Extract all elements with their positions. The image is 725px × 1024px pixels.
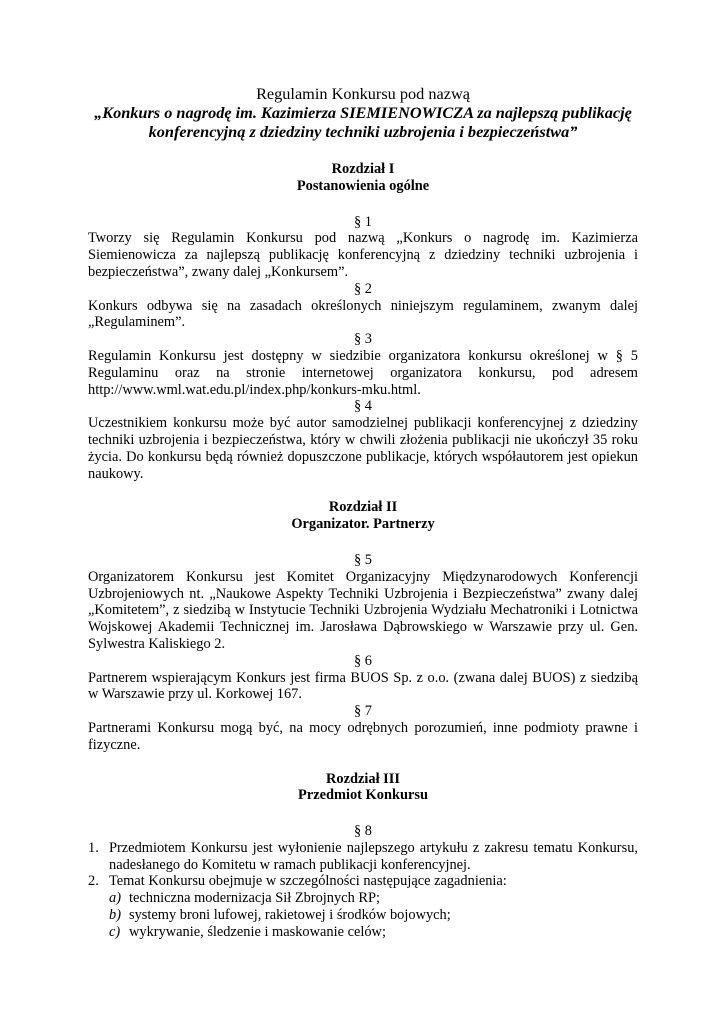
list-item — [88, 873, 638, 940]
list-number: 1. — [88, 839, 99, 856]
list-item — [88, 840, 638, 874]
title-line-1: Regulamin Konkursu pod nazwą — [256, 84, 470, 103]
chapter-1-heading — [88, 161, 638, 195]
chapter-number: Rozdział III — [326, 770, 400, 787]
section-sign: § 6 — [354, 652, 372, 669]
section-sign: § 4 — [354, 398, 372, 415]
section-text: Tworzy się Regulamin Konkursu pod nazwą „Konkurs o nagrodę im. Kazimierza Siemienowicza za najlepszą publikację konferencyjną z dziedziny techniki uzbrojenia i bezpieczeństwa”, zwany dalej „Konkursem”. — [88, 230, 638, 280]
list-letter: a) — [109, 890, 121, 907]
section-text: Partnerami Konkursu mogą być, na mocy odrębnych porozumień, inne podmioty prawne i fizyczne. — [88, 719, 638, 753]
list-item-text: Temat Konkursu obejmuje w szczególności następujące zagadnienia: — [109, 873, 507, 890]
section-text: Organizatorem Konkursu jest Komitet Organizacyjny Międzynarodowych Konferencji Uzbrojeniowych nt. „Naukowe Aspekty Techniki Uzbrojenia i Bezpieczeństwa” zwany dalej „Komitetem”, z siedzibą w Instytucie Techniki Uzbrojenia Wydziału Mechatroniki i Lotnictwa Wojskowej Akademii Technicznej im. Jarosława Dąbrowskiego w Warszawie przy ul. Gen. Sylwestra Kaliskiego 2. — [88, 568, 638, 652]
list-item-text: techniczna modernizacja Sił Zbrojnych RP; — [129, 890, 380, 907]
list-number: 2. — [88, 873, 99, 890]
numbered-list — [88, 840, 638, 941]
chapter-2-heading — [88, 499, 638, 533]
list-item — [109, 907, 638, 924]
section-sign: § 3 — [354, 331, 372, 348]
list-letter: c) — [109, 923, 121, 940]
regulation-page — [88, 84, 638, 941]
lettered-list — [109, 890, 638, 940]
list-item-text: systemy broni lufowej, rakietowej i środków bojowych; — [129, 907, 451, 924]
section-text: Partnerem wspierającym Konkurs jest firma BUOS Sp. z o.o. (zwana dalej BUOS) z siedzibą w Warszawie przy ul. Korkowej 167. — [88, 669, 638, 703]
chapter-name: Przedmiot Konkursu — [298, 787, 428, 804]
title-line-2: „Konkurs o nagrodę im. Kazimierza SIEMIENOWICZA za najlepszą publikację konferencyjną z dziedziny techniki uzbrojenia i bezpieczeństwa” — [94, 103, 632, 141]
chapter-3-heading — [88, 771, 638, 805]
section-sign: § 2 — [354, 280, 372, 297]
list-item — [109, 924, 638, 941]
list-item-text: wykrywanie, śledzenie i maskowanie celów; — [129, 923, 386, 940]
document-title — [88, 84, 638, 141]
list-item-text: Przedmiotem Konkursu jest wyłonienie najlepszego artykułu z zakresu tematu Konkursu, nadesłanego do Komitetu w ramach publikacji konferencyjnej. — [109, 839, 638, 873]
list-letter: b) — [109, 907, 121, 924]
section-text: Konkurs odbywa się na zasadach określonych niniejszym regulaminem, zwanym dalej „Regulaminem”. — [88, 297, 638, 331]
list-item — [109, 890, 638, 907]
chapter-number: Rozdział I — [331, 161, 395, 177]
chapter-number: Rozdział II — [328, 499, 398, 516]
section-sign: § 5 — [354, 551, 372, 568]
chapter-name: Organizator. Partnerzy — [291, 516, 435, 533]
chapter-name: Postanowienia ogólne — [296, 177, 430, 194]
section-sign: § 7 — [354, 703, 372, 720]
section-text: Regulamin Konkursu jest dostępny w siedzibie organizatora konkursu określonej w § 5 Regulaminu oraz na stronie internetowej organizatora konkursu, pod adresem http://www.wml.wat.edu.pl/index.php/konkurs-mku.html. — [88, 347, 638, 398]
section-sign: § 1 — [354, 213, 372, 230]
section-sign: § 8 — [354, 823, 372, 840]
section-text: Uczestnikiem konkursu może być autor samodzielnej publikacji konferencyjnej z dziedziny techniki uzbrojenia i bezpieczeństwa, który w chwili złożenia publikacji nie ukończył 35 roku życia. Do konkursu będą również dopuszczone publikacje, których współautorem jest opiekun naukowy. — [88, 415, 638, 482]
